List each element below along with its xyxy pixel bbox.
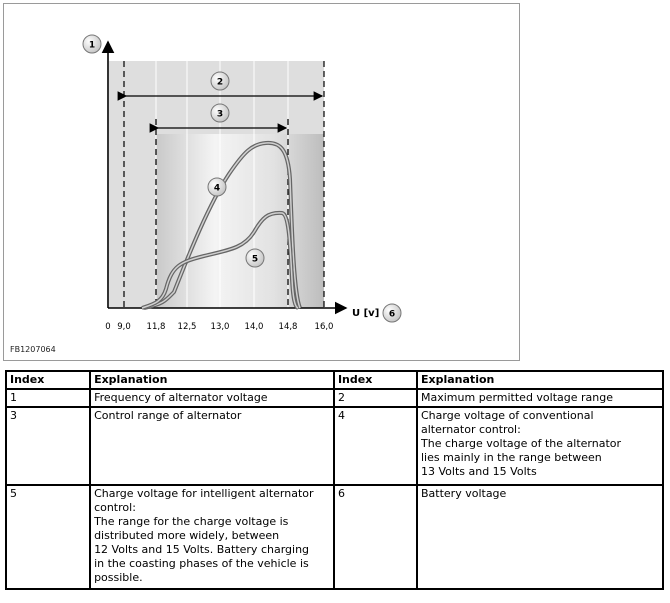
legend-header-row <box>6 371 663 389</box>
x-tick-label: 13,0 <box>210 322 230 332</box>
callout-3-label: 3 <box>216 109 224 120</box>
index-cell: 2 <box>334 389 417 407</box>
header-index: Index <box>334 371 417 389</box>
x-tick-label: 11,8 <box>146 322 166 332</box>
x-tick-label: 14,8 <box>278 322 298 332</box>
voltage-diagram <box>3 3 520 361</box>
index-cell: 3 <box>6 407 90 485</box>
callout-2 <box>211 72 229 90</box>
callout-4 <box>208 178 226 196</box>
index-cell: 1 <box>6 389 90 407</box>
explanation-cell: Frequency of alternator voltage <box>90 389 334 407</box>
diagram-svg <box>4 4 519 360</box>
index-cell: 5 <box>6 485 90 589</box>
x-tick-label: 12,5 <box>177 322 197 332</box>
index-cell: 6 <box>334 485 417 589</box>
header-explanation: Explanation <box>90 371 334 389</box>
table-row <box>6 389 663 407</box>
explanation-cell: Battery voltage <box>417 485 663 589</box>
explanation-cell: Charge voltage of conventional alternator control: The charge voltage of the alternator lies mainly in the range between 13 Volts and 15 Volts <box>417 407 663 485</box>
callout-5 <box>246 249 264 267</box>
x-tick-label: 14,0 <box>244 322 264 332</box>
x-tick-label: 16,0 <box>314 322 334 332</box>
index-cell: 4 <box>334 407 417 485</box>
header-index: Index <box>6 371 90 389</box>
callout-1 <box>83 35 101 53</box>
x-tick-label: 0 <box>105 322 111 332</box>
callout-3 <box>211 104 229 122</box>
callout-5-label: 5 <box>251 254 259 265</box>
table-row <box>6 485 663 589</box>
x-tick-label: 9,0 <box>117 322 131 332</box>
x-axis-unit-label: U [v] <box>352 308 380 319</box>
x-tick-labels <box>105 322 333 332</box>
explanation-cell: Charge voltage for intelligent alternator control: The range for the charge voltage is distributed more widely, between 12 Volts and 15 Volts. Battery charging in the coasting phases of the vehicle is possible. <box>90 485 334 589</box>
table-row <box>6 407 663 485</box>
callout-6 <box>383 304 401 322</box>
callout-4-label: 4 <box>213 183 221 194</box>
explanation-cell: Control range of alternator <box>90 407 334 485</box>
callout-1-label: 1 <box>88 40 96 51</box>
figure-id: FB1207064 <box>10 345 56 354</box>
callout-2-label: 2 <box>216 77 224 88</box>
callout-6-label: 6 <box>388 309 396 320</box>
legend-table <box>5 370 664 590</box>
header-explanation: Explanation <box>417 371 663 389</box>
explanation-cell: Maximum permitted voltage range <box>417 389 663 407</box>
